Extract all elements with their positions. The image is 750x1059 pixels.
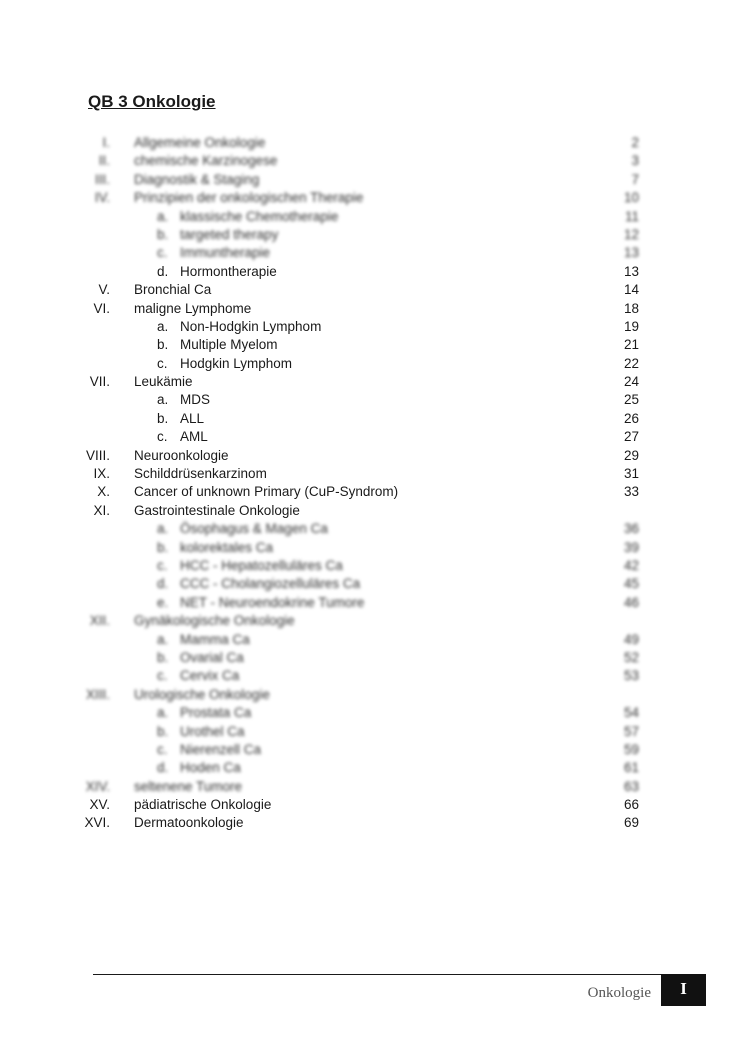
toc-subentry-letter: c. — [157, 355, 168, 371]
toc-entry-number: IX. — [93, 466, 110, 482]
toc-entry-page: 22 — [623, 355, 639, 371]
toc-entry-title: Bronchial Ca — [134, 282, 212, 298]
toc-entry-number: VI. — [93, 300, 110, 316]
toc-subentry-letter: a. — [157, 392, 169, 408]
footer-label: Onkologie — [587, 985, 651, 1001]
toc-subentry-letter: b. — [157, 337, 169, 353]
toc-entry-title: Urologische Onkologie — [134, 686, 270, 702]
toc-subentry-title: Non-Hodgkin Lymphom — [180, 318, 322, 334]
toc-entry-number: VII. — [89, 374, 110, 390]
toc-entry-page: 24 — [623, 374, 639, 390]
toc-entry[interactable] — [0, 355, 750, 373]
toc-entry[interactable] — [0, 575, 750, 593]
toc-entry[interactable] — [0, 483, 750, 501]
toc-entry-title: maligne Lymphome — [134, 300, 252, 316]
toc-subentry-letter: a. — [157, 318, 169, 334]
toc-entry[interactable] — [0, 391, 750, 409]
toc-entry-number: XIV. — [85, 778, 110, 794]
toc-entry[interactable] — [0, 226, 750, 244]
toc-subentry-title: Immuntherapie — [180, 245, 271, 261]
toc-entry-page: 45 — [623, 576, 639, 592]
toc-subentry-title: targeted therapy — [180, 226, 279, 242]
toc-entry-number: VIII. — [85, 447, 110, 463]
toc-subentry-title: Cervix Ca — [180, 668, 240, 684]
toc-entry-title: seltenene Tumore — [134, 778, 243, 794]
toc-entry-number: II. — [98, 153, 110, 169]
toc-entry-page: 3 — [631, 153, 639, 169]
toc-subentry-letter: b. — [157, 723, 169, 739]
toc-entry[interactable] — [0, 741, 750, 759]
toc-entry[interactable] — [0, 152, 750, 170]
toc-entry-page: 26 — [623, 410, 639, 426]
toc-entry[interactable] — [0, 759, 750, 777]
toc-subentry-title: Multiple Myelom — [180, 337, 278, 353]
toc-entry-title: Gastrointestinale Onkologie — [134, 502, 300, 518]
toc-entry-page: 66 — [623, 797, 639, 813]
toc-entry-title: Prinzipien der onkologischen Therapie — [134, 190, 364, 206]
toc-entry[interactable] — [0, 134, 750, 152]
toc-entry-title: chemische Karzinogese — [134, 153, 278, 169]
toc-entry[interactable] — [0, 520, 750, 538]
table-of-contents — [0, 134, 750, 833]
toc-entry-page: 69 — [623, 815, 639, 831]
toc-entry[interactable] — [0, 428, 750, 446]
toc-entry[interactable] — [0, 410, 750, 428]
toc-subentry-title: Mamma Ca — [180, 631, 250, 647]
toc-subentry-letter: c. — [157, 557, 168, 573]
toc-subentry-title: Nierenzell Ca — [180, 741, 262, 757]
toc-entry-number: V. — [98, 282, 110, 298]
toc-entry[interactable] — [0, 465, 750, 483]
toc-entry[interactable] — [0, 208, 750, 226]
toc-subentry-letter: a. — [157, 521, 169, 537]
toc-subentry-letter: d. — [157, 576, 169, 592]
toc-entry-title: Schilddrüsenkarzinom — [134, 466, 267, 482]
toc-subentry-title: Ovarial Ca — [180, 649, 244, 665]
toc-entry-page: 29 — [623, 447, 639, 463]
toc-entry[interactable] — [0, 318, 750, 336]
toc-entry[interactable] — [0, 336, 750, 354]
footer-page-marker: I — [661, 974, 706, 1006]
toc-subentry-title: kolorektales Ca — [180, 539, 274, 555]
toc-entry-title: Cancer of unknown Primary (CuP-Syndrom) — [134, 484, 399, 500]
toc-entry[interactable] — [0, 557, 750, 575]
toc-entry-page: 25 — [623, 392, 639, 408]
toc-subentry-title: Hoden Ca — [180, 760, 241, 776]
toc-entry[interactable] — [0, 686, 750, 704]
toc-subentry-letter: c. — [157, 429, 168, 445]
toc-entry[interactable] — [0, 281, 750, 299]
toc-entry[interactable] — [0, 502, 750, 520]
toc-entry-title: Neuroonkologie — [134, 447, 229, 463]
toc-entry-page: 49 — [623, 631, 639, 647]
toc-entry[interactable] — [0, 373, 750, 391]
toc-entry-number: X. — [97, 484, 110, 500]
toc-subentry-letter: a. — [157, 208, 169, 224]
toc-entry[interactable] — [0, 300, 750, 318]
toc-entry-page: 33 — [623, 484, 639, 500]
toc-entry-title: Diagnostik & Staging — [134, 171, 260, 187]
toc-entry-title: Leukämie — [134, 374, 193, 390]
toc-entry-page: 13 — [623, 263, 639, 279]
toc-subentry-title: Hormontherapie — [180, 263, 277, 279]
toc-subentry-letter: b. — [157, 410, 169, 426]
toc-entry-number: XIII. — [85, 686, 110, 702]
toc-entry-page: 13 — [623, 245, 639, 261]
toc-entry-number: XV. — [89, 797, 110, 813]
toc-entry[interactable] — [0, 612, 750, 630]
toc-entry-title: pädiatrische Onkologie — [134, 797, 272, 813]
toc-entry-page: 61 — [623, 760, 639, 776]
toc-entry-page: 57 — [623, 723, 639, 739]
toc-subentry-letter: b. — [157, 649, 169, 665]
toc-subentry-letter: c. — [157, 245, 168, 261]
toc-entry[interactable] — [0, 631, 750, 649]
toc-entry-number: I. — [102, 135, 110, 150]
toc-entry-page: 54 — [623, 705, 639, 721]
toc-entry[interactable] — [0, 649, 750, 667]
toc-entry[interactable] — [0, 539, 750, 557]
toc-entry-page: 11 — [624, 208, 639, 224]
toc-entry-page: 46 — [623, 594, 639, 610]
toc-entry-page: 18 — [623, 300, 639, 316]
toc-subentry-title: ALL — [180, 410, 205, 426]
toc-subentry-title: klassische Chemotherapie — [180, 208, 339, 224]
toc-entry-page: 31 — [623, 466, 639, 482]
toc-subentry-letter: d. — [157, 760, 169, 776]
toc-subentry-letter: e. — [157, 594, 169, 610]
toc-entry-number: XVI. — [84, 815, 110, 831]
toc-entry[interactable] — [0, 814, 750, 832]
toc-entry-page: 19 — [623, 318, 639, 334]
toc-entry[interactable] — [0, 594, 750, 612]
toc-entry[interactable] — [0, 723, 750, 741]
toc-subentry-title: Hodgkin Lymphom — [180, 355, 293, 371]
toc-entry[interactable] — [0, 796, 750, 814]
document-title: QB 3 Onkologie — [88, 92, 216, 111]
toc-subentry-title: CCC - Cholangiozelluläres Ca — [180, 576, 361, 592]
toc-entry-page: 36 — [623, 521, 639, 537]
toc-entry-title: Allgemeine Onkologie — [134, 135, 266, 150]
toc-subentry-letter: a. — [157, 631, 169, 647]
toc-subentry-title: NET - Neuroendokrine Tumore — [180, 594, 365, 610]
toc-entry-page: 21 — [623, 337, 639, 353]
toc-subentry-letter: c. — [157, 668, 168, 684]
toc-subentry-letter: c. — [157, 741, 168, 757]
toc-subentry-letter: b. — [157, 539, 169, 555]
toc-entry[interactable] — [0, 704, 750, 722]
toc-subentry-title: AML — [180, 429, 208, 445]
toc-entry-page: 14 — [623, 282, 639, 298]
toc-subentry-title: HCC - Hepatozelluläres Ca — [180, 557, 343, 573]
toc-entry-page: 63 — [623, 778, 639, 794]
toc-entry-page: 27 — [623, 429, 639, 445]
toc-subentry-title: Prostata Ca — [180, 705, 252, 721]
toc-entry-page: 42 — [623, 557, 639, 573]
toc-entry-page: 39 — [623, 539, 639, 555]
toc-subentry-letter: a. — [157, 705, 169, 721]
toc-entry-number: III. — [94, 171, 110, 187]
toc-entry-number: XII. — [89, 613, 110, 629]
toc-entry[interactable] — [0, 447, 750, 465]
toc-entry[interactable] — [0, 778, 750, 796]
toc-entry[interactable] — [0, 189, 750, 207]
toc-entry-page: 2 — [631, 135, 639, 150]
toc-subentry-title: MDS — [180, 392, 210, 408]
toc-entry-page: 10 — [623, 190, 639, 206]
toc-entry[interactable] — [0, 263, 750, 281]
toc-subentry-letter: d. — [157, 263, 169, 279]
toc-subentry-title: Urothel Ca — [180, 723, 245, 739]
toc-subentry-letter: b. — [157, 226, 169, 242]
toc-entry-page: 12 — [623, 226, 639, 242]
toc-entry[interactable] — [0, 667, 750, 685]
footer-rule — [93, 974, 661, 975]
toc-entry-page: 53 — [623, 668, 639, 684]
toc-entry-title: Gynäkologische Onkologie — [134, 613, 295, 629]
toc-entry-page: 59 — [623, 741, 639, 757]
toc-entry-page: 7 — [631, 171, 639, 187]
toc-entry[interactable] — [0, 244, 750, 262]
toc-entry-title: Dermatoonkologie — [134, 815, 244, 831]
toc-entry-page: 52 — [623, 649, 639, 665]
toc-entry-number: XI. — [93, 502, 110, 518]
toc-entry[interactable] — [0, 171, 750, 189]
toc-subentry-title: Ösophagus & Magen Ca — [180, 521, 328, 537]
toc-entry-number: IV. — [94, 190, 110, 206]
